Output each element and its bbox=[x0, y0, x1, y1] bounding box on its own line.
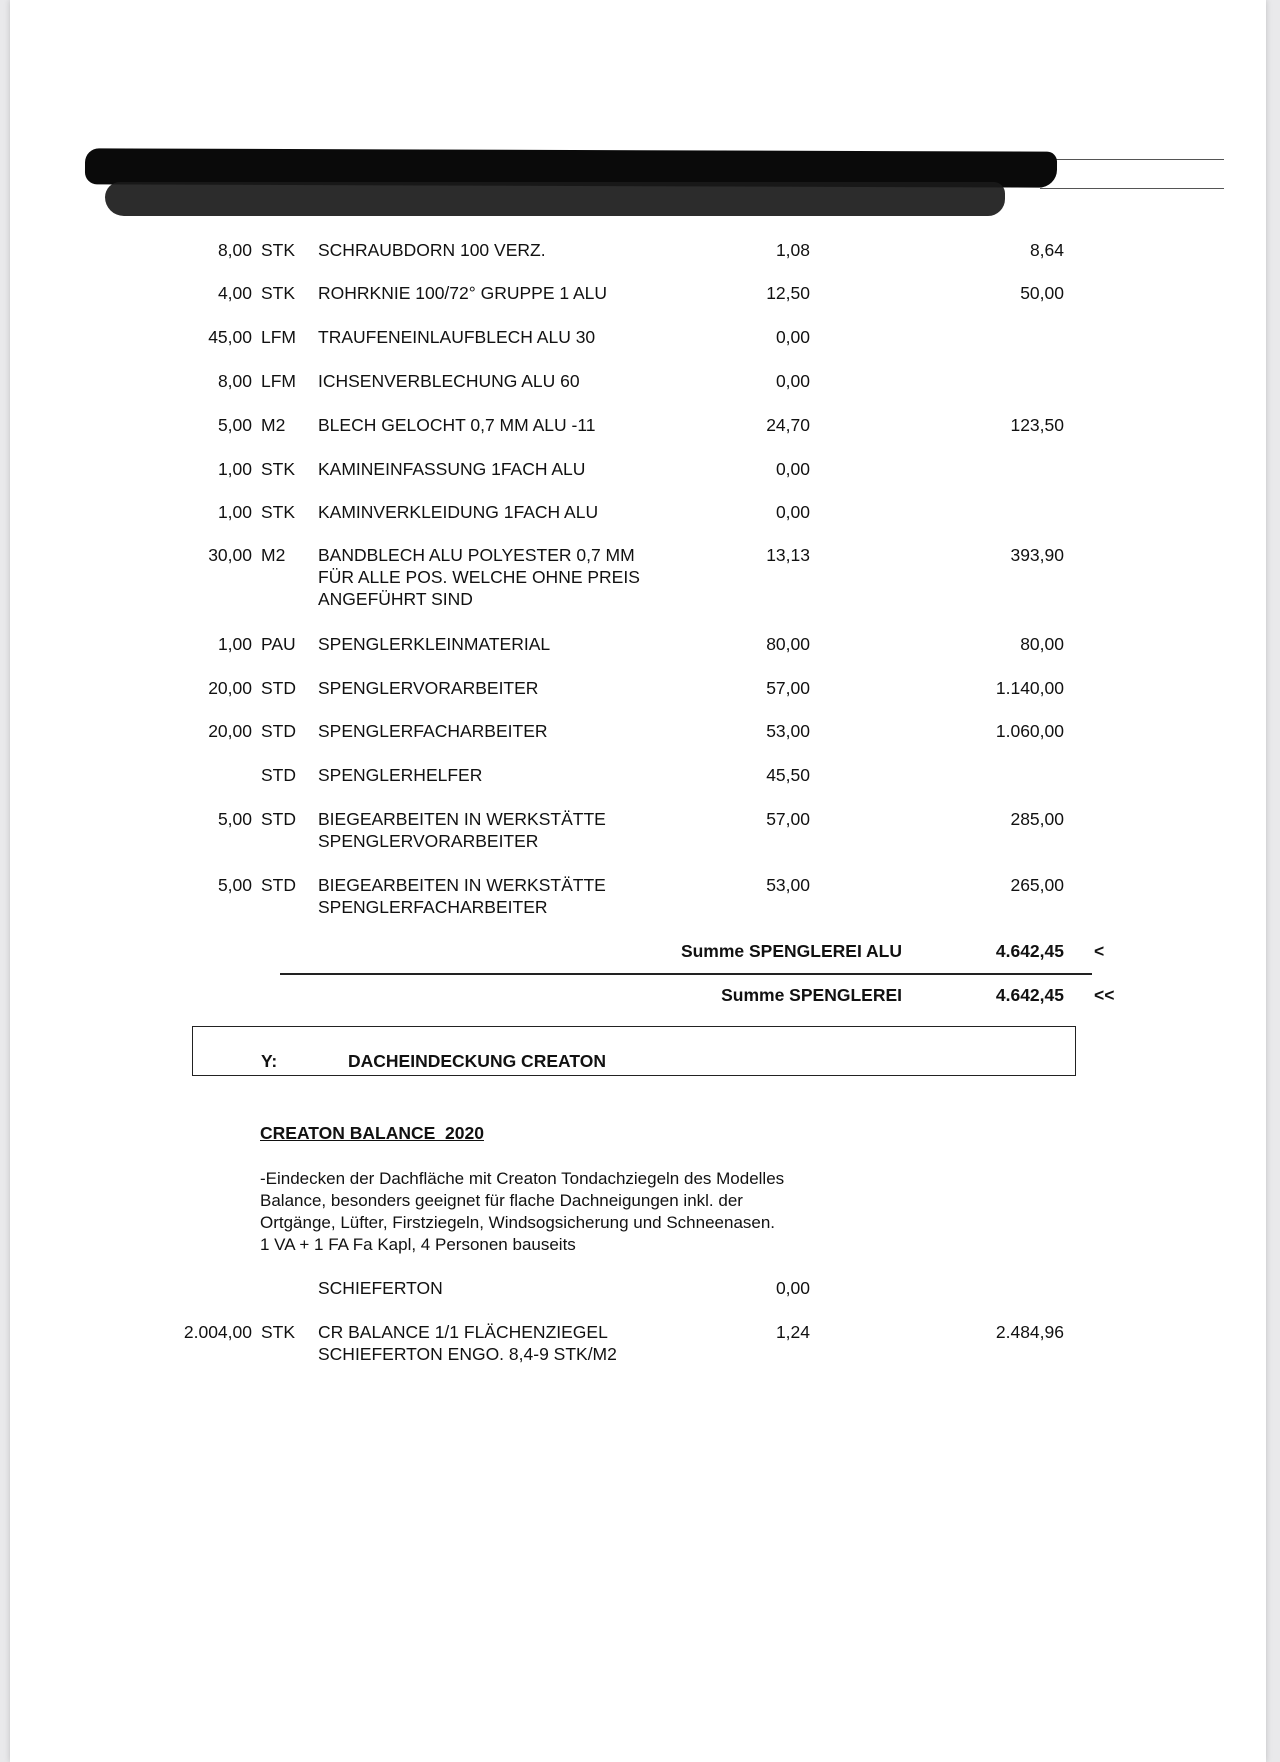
item-total: 1.060,00 bbox=[995, 721, 1064, 741]
paragraph-line: -Eindecken der Dachfläche mit Creaton Tondachziegeln des Modelles bbox=[260, 1169, 785, 1188]
item-unit-price: 1,08 bbox=[775, 240, 810, 260]
item-total: 8,64 bbox=[1029, 240, 1064, 260]
section-header-box bbox=[192, 1026, 1076, 1076]
item-total: 80,00 bbox=[1020, 634, 1064, 654]
item-description: BLECH GELOCHT 0,7 MM ALU -11 bbox=[318, 415, 596, 435]
item-unit-price: 0,00 bbox=[775, 502, 810, 522]
item-quantity: 30,00 bbox=[208, 545, 252, 565]
item-quantity: 8,00 bbox=[217, 371, 252, 391]
item-unit: STD bbox=[261, 765, 296, 785]
item-unit: STD bbox=[261, 721, 296, 741]
item-unit: LFM bbox=[261, 371, 296, 391]
item-quantity: 2.004,00 bbox=[183, 1322, 252, 1342]
item-unit: STK bbox=[261, 502, 296, 522]
item-total: 265,00 bbox=[1010, 875, 1064, 895]
item-unit-price: 0,00 bbox=[775, 1278, 810, 1298]
item-quantity: 20,00 bbox=[208, 721, 252, 741]
section-title: DACHEINDECKUNG CREATON bbox=[348, 1051, 606, 1071]
redaction-bar bbox=[105, 182, 1005, 216]
paragraph-line: Ortgänge, Lüfter, Firstziegeln, Windsogsicherung und Schneenasen. bbox=[260, 1213, 776, 1232]
sum-alu-label: Summe SPENGLEREI ALU bbox=[680, 941, 902, 961]
item-total: 1.140,00 bbox=[995, 678, 1064, 698]
sum-alu-marker: < bbox=[1094, 941, 1105, 961]
item-total: 2.484,96 bbox=[995, 1322, 1064, 1342]
item-unit: PAU bbox=[261, 634, 296, 654]
item-quantity: 20,00 bbox=[208, 678, 252, 698]
item-unit: STD bbox=[261, 875, 296, 895]
item-unit-price: 80,00 bbox=[766, 634, 810, 654]
item-description: SPENGLERKLEINMATERIAL bbox=[318, 634, 551, 654]
item-unit-price: 53,00 bbox=[766, 875, 810, 895]
item-unit-price: 13,13 bbox=[766, 545, 810, 565]
paragraph-line: Balance, besonders geeignet für flache Dachneigungen inkl. der bbox=[260, 1191, 743, 1210]
item-unit: STD bbox=[261, 678, 296, 698]
header-rule-bottom bbox=[1040, 188, 1224, 189]
item-unit-price: 1,24 bbox=[775, 1322, 810, 1342]
item-description: BIEGEARBEITEN IN WERKSTÄTTE SPENGLERFACHARBEITER bbox=[318, 875, 606, 917]
item-unit: STK bbox=[261, 1322, 296, 1342]
sum-total-marker: << bbox=[1094, 985, 1115, 1005]
item-description: SPENGLERVORARBEITER bbox=[318, 678, 539, 698]
item-description: KAMINVERKLEIDUNG 1FACH ALU bbox=[318, 502, 599, 522]
sum-alu-value: 4.642,45 bbox=[995, 941, 1064, 961]
item-description: BANDBLECH ALU POLYESTER 0,7 MM FÜR ALLE POS. WELCHE OHNE PREIS ANGEFÜHRT SIND bbox=[318, 545, 640, 609]
item-quantity: 5,00 bbox=[217, 415, 252, 435]
item-quantity: 45,00 bbox=[208, 327, 252, 347]
item-description: SPENGLERFACHARBEITER bbox=[318, 721, 548, 741]
item-quantity: 5,00 bbox=[217, 809, 252, 829]
item-description: KAMINEINFASSUNG 1FACH ALU bbox=[318, 459, 586, 479]
item-total: 285,00 bbox=[1010, 809, 1064, 829]
item-unit-price: 0,00 bbox=[775, 459, 810, 479]
item-quantity: 1,00 bbox=[217, 459, 252, 479]
item-total: 393,90 bbox=[1010, 545, 1064, 565]
document-page bbox=[10, 0, 1266, 1762]
item-unit: STK bbox=[261, 283, 296, 303]
item-total: 123,50 bbox=[1010, 415, 1064, 435]
item-unit: STK bbox=[261, 240, 296, 260]
item-unit-price: 45,50 bbox=[766, 765, 810, 785]
item-unit: LFM bbox=[261, 327, 296, 347]
item-description: TRAUFENEINLAUFBLECH ALU 30 bbox=[318, 327, 596, 347]
section-code: Y: bbox=[261, 1051, 278, 1071]
item-unit-price: 0,00 bbox=[775, 371, 810, 391]
item-quantity: 5,00 bbox=[217, 875, 252, 895]
item-unit: M2 bbox=[261, 415, 286, 435]
item-description: ROHRKNIE 100/72° GRUPPE 1 ALU bbox=[318, 283, 608, 303]
item-total: 50,00 bbox=[1020, 283, 1064, 303]
item-quantity: 4,00 bbox=[217, 283, 252, 303]
item-unit: STK bbox=[261, 459, 296, 479]
item-description: SCHRAUBDORN 100 VERZ. bbox=[318, 240, 546, 260]
item-unit-price: 24,70 bbox=[766, 415, 810, 435]
item-unit: M2 bbox=[261, 545, 286, 565]
item-unit-price: 57,00 bbox=[766, 678, 810, 698]
item-description: CR BALANCE 1/1 FLÄCHENZIEGEL SCHIEFERTON ENGO. 8,4-9 STK/M2 bbox=[318, 1322, 617, 1364]
item-unit-price: 57,00 bbox=[766, 809, 810, 829]
sum-divider bbox=[280, 973, 1092, 975]
item-unit-price: 53,00 bbox=[766, 721, 810, 741]
item-description: SPENGLERHELFER bbox=[318, 765, 483, 785]
item-unit-price: 0,00 bbox=[775, 327, 810, 347]
subsection-title: CREATON BALANCE 2020 bbox=[260, 1123, 484, 1143]
item-quantity: 1,00 bbox=[217, 502, 252, 522]
item-description: BIEGEARBEITEN IN WERKSTÄTTE SPENGLERVORARBEITER bbox=[318, 809, 606, 851]
item-quantity: 1,00 bbox=[217, 634, 252, 654]
item-quantity: 8,00 bbox=[217, 240, 252, 260]
sum-total-value: 4.642,45 bbox=[995, 985, 1064, 1005]
sum-total-label: Summe SPENGLEREI bbox=[721, 985, 902, 1005]
item-unit-price: 12,50 bbox=[766, 283, 810, 303]
item-unit: STD bbox=[261, 809, 296, 829]
header-rule-top bbox=[1040, 159, 1224, 160]
item-description: ICHSENVERBLECHUNG ALU 60 bbox=[318, 371, 580, 391]
description-paragraph bbox=[260, 1168, 900, 1256]
item-description: SCHIEFERTON bbox=[318, 1278, 443, 1298]
paragraph-line: 1 VA + 1 FA Fa Kapl, 4 Personen bauseits bbox=[260, 1235, 576, 1254]
